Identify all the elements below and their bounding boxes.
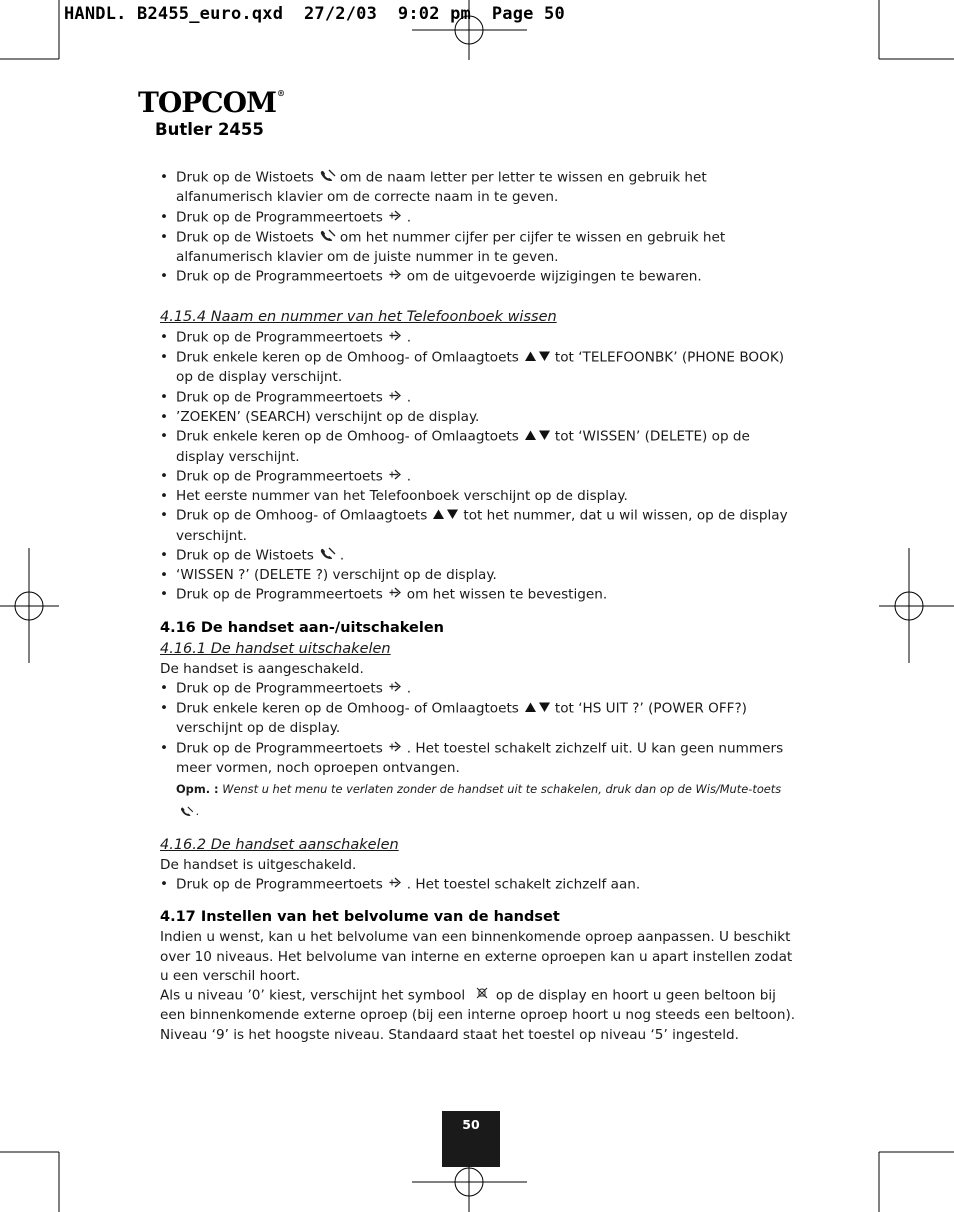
item-text: Druk enkele keren op de Omhoog- of Omlaagtoets — [176, 350, 519, 367]
item-text: Druk op de Omhoog- of Omlaagtoets — [176, 508, 428, 525]
mute-key-icon — [320, 228, 336, 247]
item-text-cont: tot het nummer, dat u wil wissen, op de display verschijnt. — [176, 508, 788, 544]
section-4-17-title: 4.17 Instellen van het belvolume van de handset — [160, 909, 560, 926]
program-key-icon — [389, 585, 403, 604]
item-text: Druk op de Programmeertoets — [176, 268, 383, 285]
bullet-item — [160, 208, 800, 228]
bullet-list-4-16-2 — [160, 875, 800, 895]
item-text: Druk op de Programmeertoets — [176, 468, 383, 485]
item-text-cont: om de naam letter per letter te wissen en gebruik het alfanumerisch klavier om de correcte naam in te geven. — [176, 169, 707, 206]
item-text: Druk op de Programmeertoets — [176, 876, 383, 893]
item-text: Druk op de Programmeertoets — [176, 740, 383, 757]
bullet-item — [160, 506, 800, 546]
page-number-box — [442, 1111, 500, 1167]
manual-content — [160, 168, 800, 1045]
up-down-arrows-icon — [525, 699, 551, 718]
item-text-cont: . Het toestel schakelt zichzelf aan. — [406, 876, 641, 893]
page-number: 50 — [462, 1117, 480, 1132]
mute-key-icon — [320, 168, 336, 187]
registered-mark: ® — [276, 88, 284, 98]
item-text-cont: tot ‘TELEFOONBK’ (PHONE BOOK) op de display verschijnt. — [176, 350, 785, 386]
note-end: . — [196, 804, 200, 819]
mute-key-icon — [180, 801, 194, 823]
bullet-item — [160, 228, 800, 268]
model-name: Butler 2455 — [155, 120, 264, 139]
item-text: ’ZOEKEN’ (SEARCH) verschijnt op de display. — [176, 408, 480, 425]
item-text: Druk enkele keren op de Omhoog- of Omlaagtoets — [176, 700, 519, 717]
para-2-text-b: op de display en hoort u geen beltoon bij een binnenkomende externe oproep (bij een interne oproep hoort u nog steeds een beltoon). — [160, 988, 796, 1024]
item-text: Druk op de Wistoets — [176, 169, 314, 186]
note-label: Opm. : — [176, 782, 219, 797]
bullet-item — [160, 679, 800, 699]
item-text-cont: om de uitgevoerde wijzigingen te bewaren. — [406, 268, 702, 285]
program-key-icon — [389, 467, 403, 486]
item-text-cont: . — [406, 389, 412, 406]
item-text-cont: . — [339, 547, 345, 564]
item-text: Druk enkele keren op de Omhoog- of Omlaagtoets — [176, 429, 519, 446]
item-text: Het eerste nummer van het Telefoonboek verschijnt op de display. — [176, 488, 628, 505]
note — [160, 778, 800, 823]
program-key-icon — [389, 739, 403, 758]
bullet-list-4-15-4 — [160, 328, 800, 605]
item-text: Druk op de Programmeertoets — [176, 587, 383, 604]
section-4-17-para-1: Indien u wenst, kan u het belvolume van een binnenkomende oproep aanpassen. U beschikt over 10 niveaus. Het belvolume van interne en externe oproepen kan u apart instellen zodat u een verschil hoort. — [160, 929, 793, 984]
bullet-item — [160, 427, 800, 467]
section-4-16-title: 4.16 De handset aan-/uitschakelen — [160, 619, 444, 636]
mute-key-icon — [320, 546, 336, 565]
bullet-list-top — [160, 168, 800, 287]
item-text-cont: om het wissen te bevestigen. — [406, 587, 608, 604]
item-text-cont: . — [406, 680, 412, 697]
para-2-text-a: Als u niveau ’0’ kiest, verschijnt het symbool — [160, 988, 466, 1005]
ringer-off-icon — [476, 986, 488, 1005]
section-4-17-para-2 — [160, 986, 800, 1026]
section-4-16-2-title: 4.16.2 De handset aanschakelen — [160, 836, 399, 853]
item-text-cont: . Het toestel schakelt zichzelf uit. U kan geen nummers meer vormen, noch oproepen ontvangen. — [176, 740, 784, 776]
item-text-cont: tot ‘WISSEN’ (DELETE) op de display verschijnt. — [176, 429, 750, 465]
program-key-icon — [389, 328, 403, 347]
bullet-item — [160, 348, 800, 388]
item-text: Druk op de Programmeertoets — [176, 680, 383, 697]
bullet-item — [160, 739, 800, 779]
bullet-item — [160, 467, 800, 487]
print-slug: HANDL. B2455_euro.qxd 27/2/03 9:02 pm Page 50 — [64, 4, 565, 24]
bullet-item — [160, 328, 800, 348]
item-text: Druk op de Programmeertoets — [176, 329, 383, 346]
item-text: Druk op de Programmeertoets — [176, 389, 383, 406]
bullet-item — [160, 585, 800, 605]
up-down-arrows-icon — [525, 427, 551, 446]
bullet-item — [160, 566, 800, 585]
item-text-cont: . — [406, 329, 412, 346]
item-text-cont: tot ‘HS UIT ?’ (POWER OFF?) verschijnt op de display. — [176, 700, 747, 737]
item-text: Druk op de Programmeertoets — [176, 209, 383, 226]
up-down-arrows-icon — [433, 506, 459, 525]
section-4-16-1-title: 4.16.1 De handset uitschakelen — [160, 640, 391, 657]
bullet-item — [160, 487, 800, 506]
brand-logo — [138, 86, 284, 119]
program-key-icon — [389, 267, 403, 286]
item-text: ‘WISSEN ?’ (DELETE ?) verschijnt op de display. — [176, 567, 497, 584]
item-text-cont: . — [406, 209, 412, 226]
item-text: Druk op de Wistoets — [176, 229, 314, 246]
program-key-icon — [389, 208, 403, 227]
brand-logo-text: TOPCOM — [138, 86, 276, 119]
item-text-cont: . — [406, 468, 412, 485]
section-4-16-1-intro: De handset is aangeschakeld. — [160, 660, 364, 677]
bullet-item — [160, 168, 800, 208]
up-down-arrows-icon — [525, 348, 551, 367]
bullet-item — [160, 875, 800, 895]
item-text: Druk op de Wistoets — [176, 547, 314, 564]
program-key-icon — [389, 875, 403, 894]
program-key-icon — [389, 388, 403, 407]
bullet-item — [160, 388, 800, 408]
item-text-cont: om het nummer cijfer per cijfer te wissen en gebruik het alfanumerisch klavier om de juiste nummer in te geven. — [176, 229, 726, 265]
bullet-item — [160, 699, 800, 739]
bullet-list-4-16-1 — [160, 679, 800, 778]
bullet-item — [160, 267, 800, 287]
section-4-16-2-intro: De handset is uitgeschakeld. — [160, 856, 357, 873]
section-4-17-para-3: Niveau ‘9’ is het hoogste niveau. Standaard staat het toestel op niveau ‘5’ ingesteld. — [160, 1026, 739, 1043]
section-4-15-4-title: 4.15.4 Naam en nummer van het Telefoonboek wissen — [160, 309, 557, 326]
bullet-item — [160, 546, 800, 566]
program-key-icon — [389, 679, 403, 698]
bullet-item — [160, 408, 800, 427]
note-text: Wenst u het menu te verlaten zonder de handset uit te schakelen, druk dan op de Wis/Mute-toets — [222, 782, 782, 797]
